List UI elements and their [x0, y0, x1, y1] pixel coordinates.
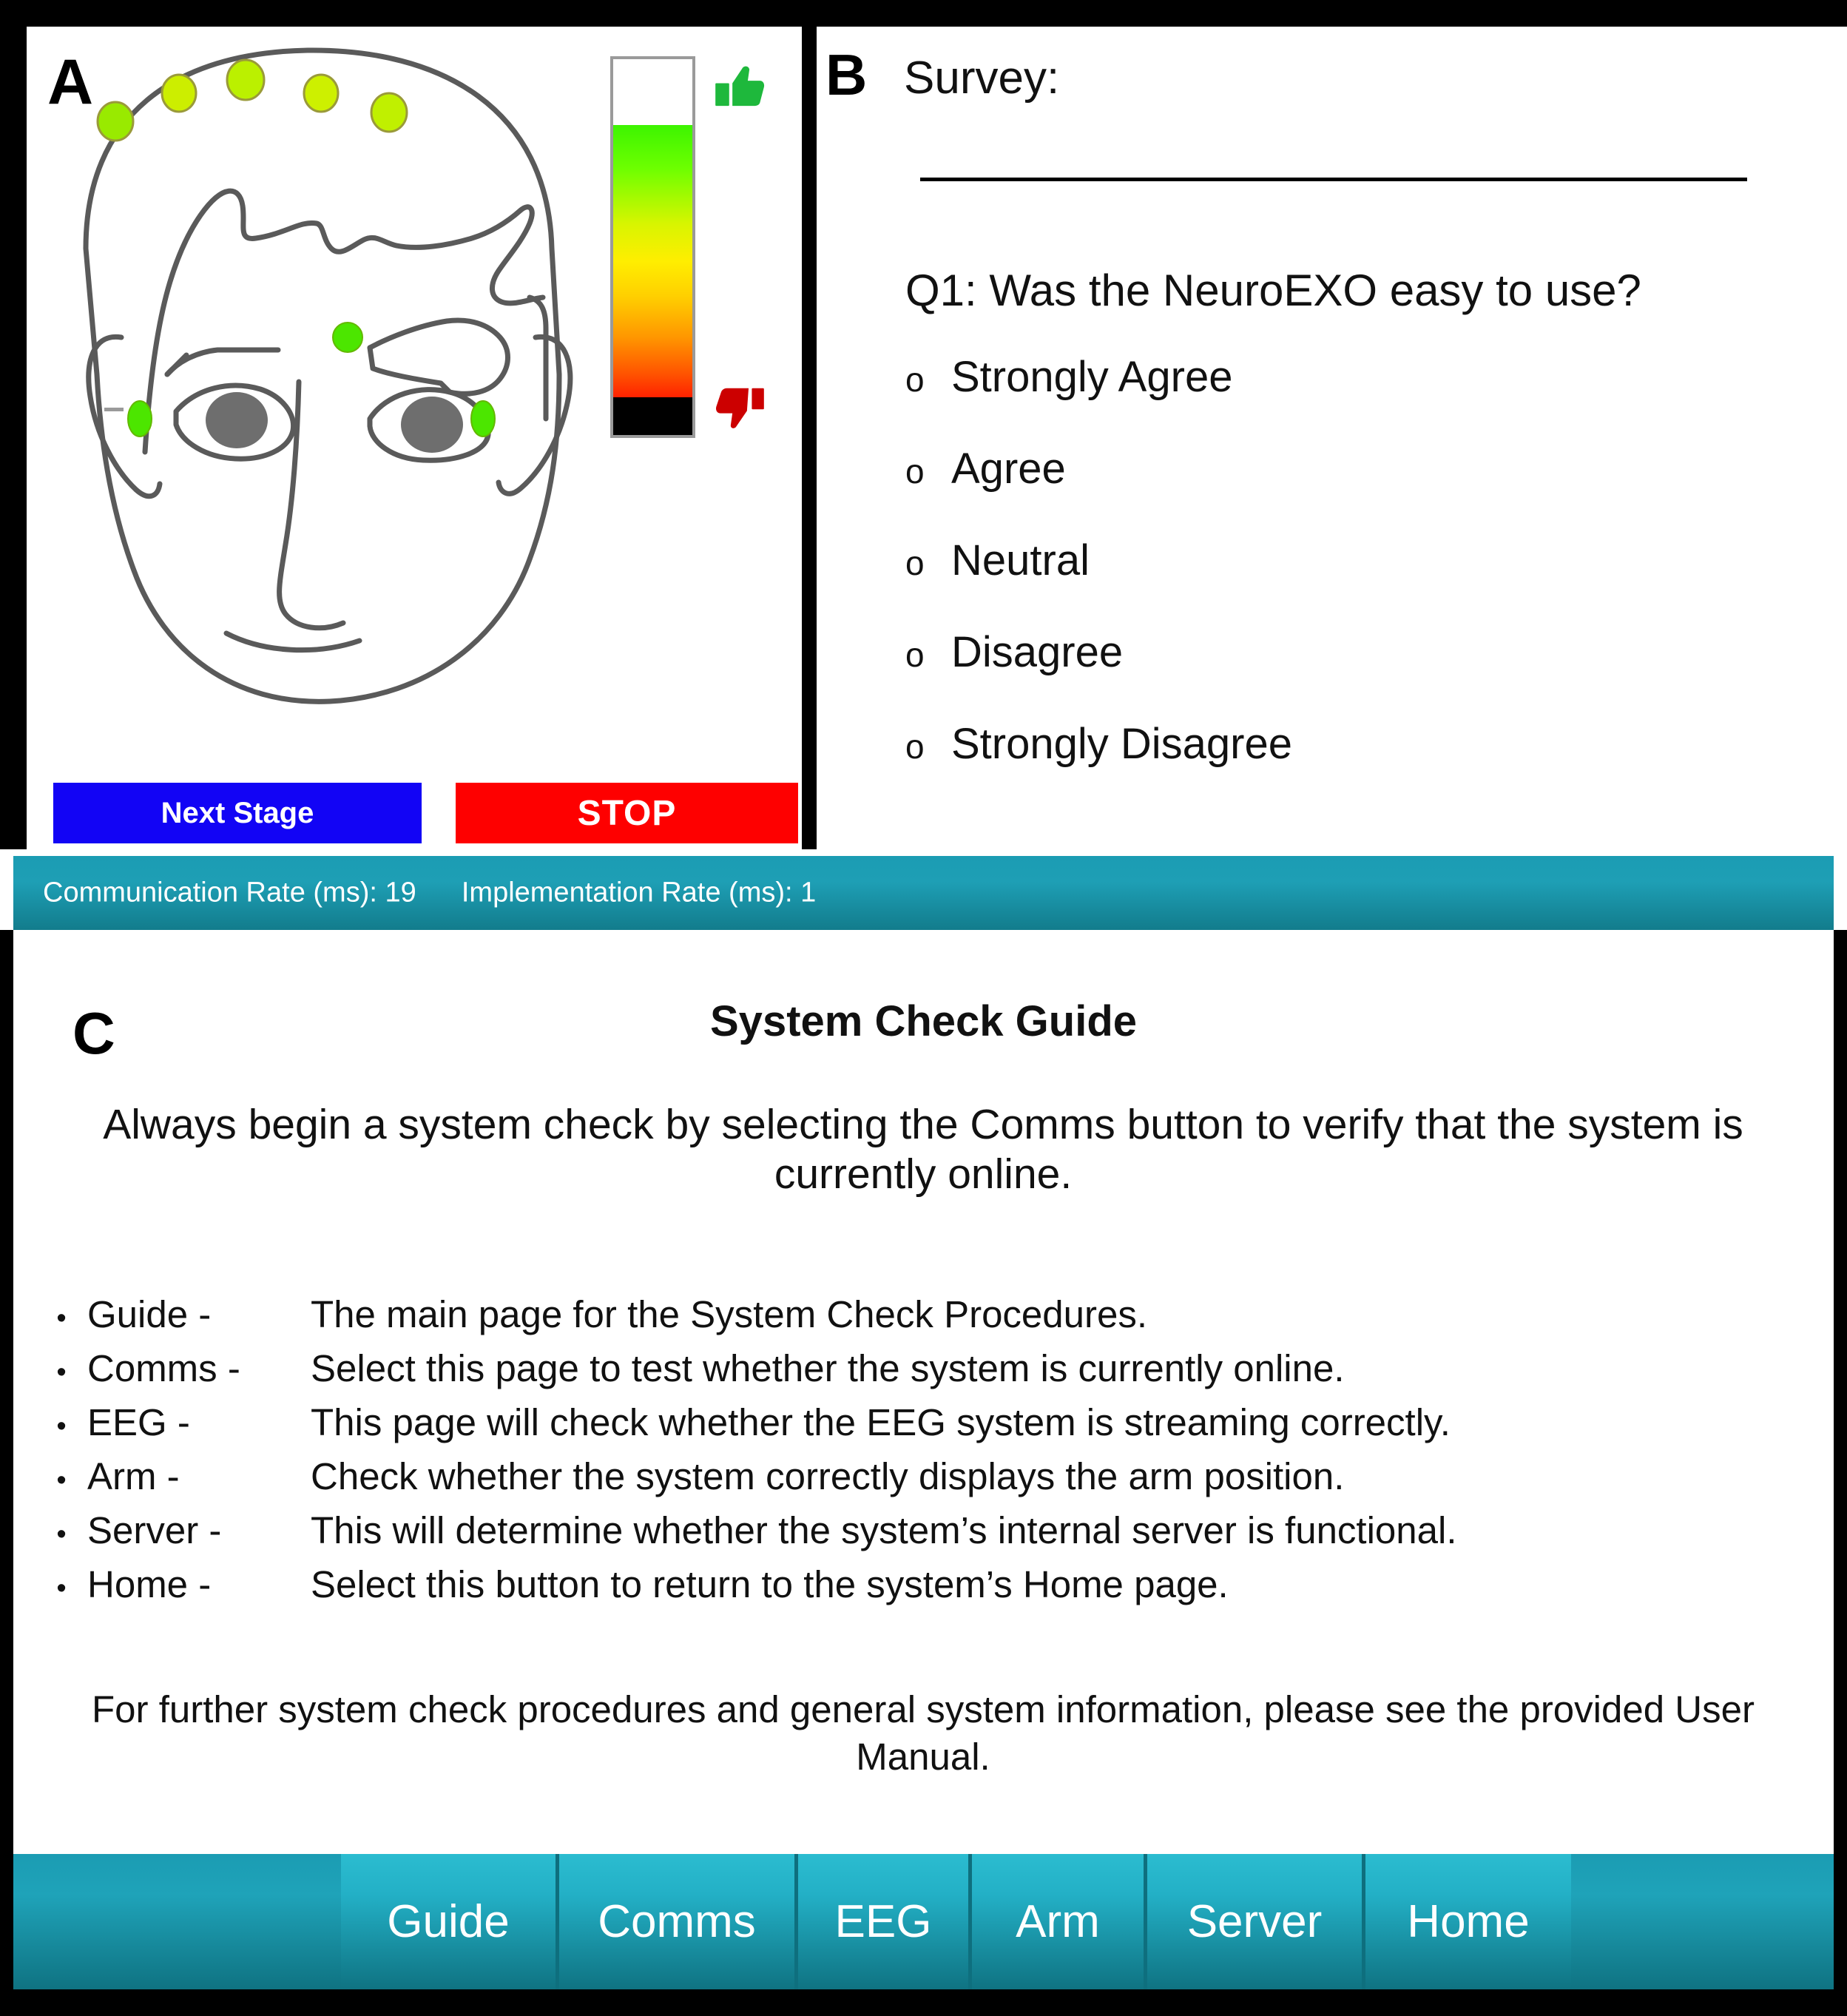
panel-c-system-check-guide — [13, 930, 1834, 1989]
survey-option[interactable] — [905, 536, 1793, 627]
bullet-icon: • — [56, 1411, 67, 1442]
gauge-fill — [613, 125, 692, 435]
list-item-description: This page will check whether the EEG system is streaming correctly. — [311, 1401, 1451, 1443]
nav-tab-comms[interactable]: Comms — [559, 1854, 798, 1989]
list-item-description: This will determine whether the system’s internal server is functional. — [311, 1509, 1457, 1551]
survey-option[interactable] — [905, 719, 1793, 811]
survey-option[interactable] — [905, 352, 1793, 444]
head-diagram — [41, 27, 604, 752]
survey-option-label: Disagree — [951, 628, 1124, 676]
nav-tab-server[interactable]: Server — [1147, 1854, 1365, 1989]
list-item — [36, 1454, 1811, 1508]
rates-readout — [43, 877, 816, 909]
bullet-icon: • — [56, 1573, 67, 1604]
bottom-nav-bar — [13, 1854, 1834, 1989]
list-item — [36, 1562, 1811, 1616]
panel-b-label: B — [825, 42, 868, 107]
nav-tab-guide[interactable]: Guide — [341, 1854, 559, 1989]
nav-spacer-right — [1571, 1854, 1834, 1989]
radio-circle-icon: o — [905, 544, 925, 582]
guide-footer-note: For further system check procedures and general system information, please see the provided User Manual. — [92, 1688, 1755, 1778]
pupil-right — [401, 397, 463, 453]
list-item-term: EEG - — [87, 1401, 190, 1443]
eeg-electrode — [162, 75, 196, 112]
status-bar — [13, 856, 1834, 930]
bullet-icon: • — [56, 1519, 67, 1550]
panel-b-survey — [817, 27, 1847, 849]
eeg-electrode — [471, 401, 495, 436]
survey-option-label: Strongly Disagree — [951, 720, 1292, 768]
top-panels-row — [0, 0, 1847, 849]
thumbs-up-icon — [711, 62, 769, 114]
nav-tab-home[interactable]: Home — [1365, 1854, 1571, 1989]
list-item-description: Select this page to test whether the system is currently online. — [311, 1347, 1345, 1389]
list-item — [36, 1292, 1811, 1346]
survey-title: Survey: — [904, 53, 1060, 104]
survey-option-list — [905, 352, 1793, 811]
eeg-electrode — [227, 60, 264, 100]
pupil-left — [206, 392, 268, 448]
radio-circle-icon: o — [905, 727, 925, 766]
nav-spacer-left — [13, 1854, 341, 1989]
radio-circle-icon: o — [905, 636, 925, 674]
guide-bullet-list — [36, 1292, 1811, 1616]
panel-a-eeg-monitor — [27, 27, 802, 849]
eeg-electrode — [333, 323, 362, 352]
panel-a-label: A — [47, 47, 94, 118]
eeg-electrode — [371, 93, 407, 132]
bullet-icon: • — [56, 1465, 67, 1496]
list-item-term: Arm - — [87, 1455, 180, 1497]
bullet-icon: • — [56, 1303, 67, 1334]
page-title: System Check Guide — [710, 997, 1137, 1045]
survey-option-label: Neutral — [951, 536, 1090, 584]
panel-c-label: C — [72, 1000, 115, 1066]
radio-circle-icon: o — [905, 360, 925, 399]
list-item — [36, 1400, 1811, 1454]
eeg-electrode — [128, 401, 152, 436]
survey-option[interactable] — [905, 444, 1793, 536]
survey-option-label: Strongly Agree — [951, 353, 1233, 401]
list-item-description: Select this button to return to the system’s Home page. — [311, 1563, 1229, 1605]
next-stage-button[interactable]: Next Stage — [53, 783, 422, 843]
list-item — [36, 1346, 1811, 1400]
implementation-rate-value: Implementation Rate (ms): 1 — [461, 877, 817, 908]
nav-tab-eeg[interactable]: EEG — [798, 1854, 972, 1989]
list-item-term: Server - — [87, 1509, 222, 1551]
eeg-electrode — [98, 102, 133, 141]
survey-question: Q1: Was the NeuroEXO easy to use? — [905, 266, 1641, 315]
guide-intro-text: Always begin a system check by selecting the Comms button to verify that the system is currently online. — [103, 1101, 1743, 1199]
list-item-term: Guide - — [87, 1293, 212, 1335]
list-item-term: Home - — [87, 1563, 212, 1605]
panel-a-button-row — [27, 783, 802, 845]
eeg-electrode — [304, 75, 338, 112]
radio-circle-icon: o — [905, 452, 925, 490]
list-item-description: Check whether the system correctly displays the arm position. — [311, 1455, 1345, 1497]
communication-rate-value: Communication Rate (ms): 19 — [43, 877, 416, 908]
list-item — [36, 1508, 1811, 1562]
list-item-description: The main page for the System Check Procedures. — [311, 1293, 1148, 1335]
stop-button[interactable]: STOP — [456, 783, 798, 843]
gauge-black-zone — [613, 397, 692, 435]
nav-tab-arm[interactable]: Arm — [972, 1854, 1147, 1989]
gauge-tick-mid — [104, 408, 124, 411]
signal-quality-gauge — [610, 56, 695, 438]
survey-option-label: Agree — [951, 445, 1066, 493]
bullet-icon: • — [56, 1357, 67, 1388]
list-item-term: Comms - — [87, 1347, 240, 1389]
thumbs-down-icon — [711, 382, 769, 434]
survey-divider — [920, 178, 1747, 181]
survey-option[interactable] — [905, 627, 1793, 719]
